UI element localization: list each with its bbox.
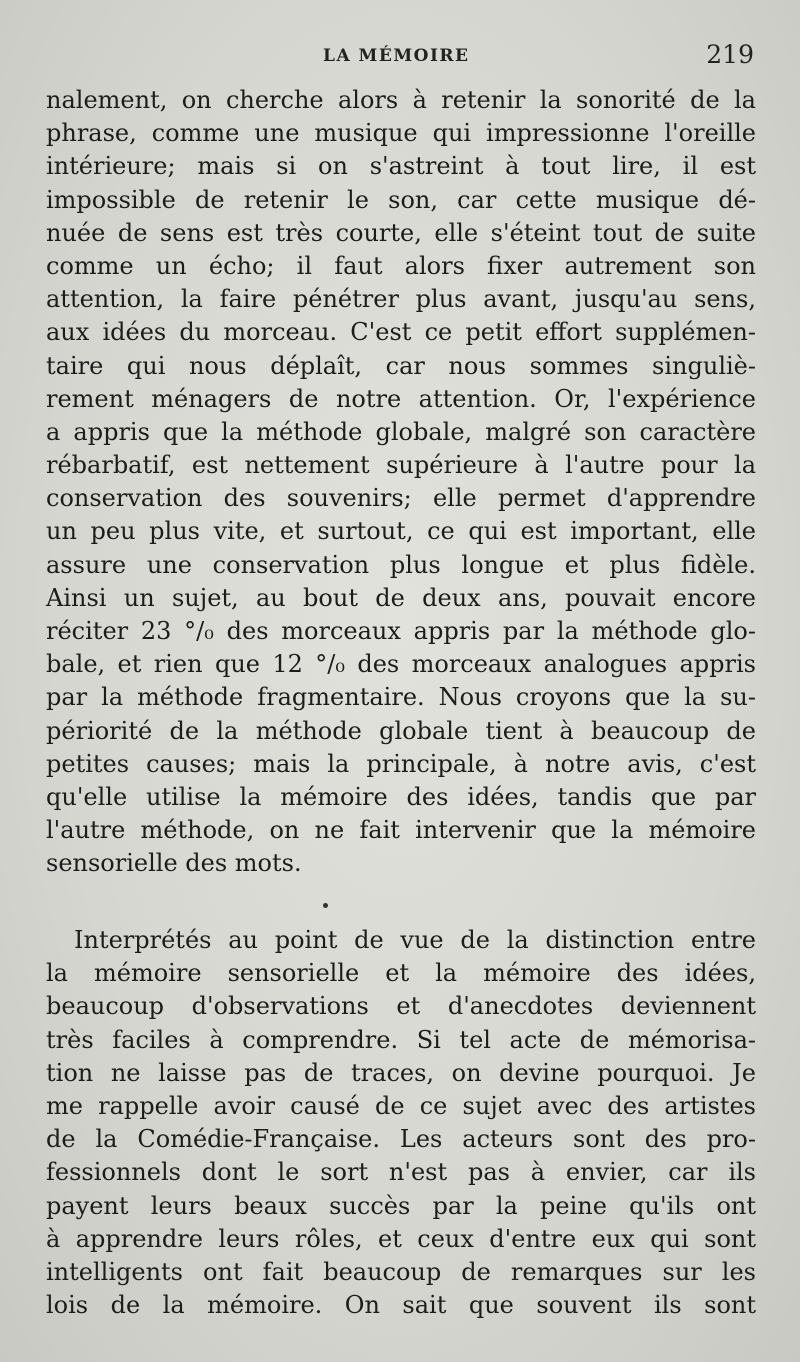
text-line: beaucoup d'observations et d'anecdotes deviennent xyxy=(46,992,756,1021)
text-line: très faciles à comprendre. Si tel acte de mémorisa- xyxy=(46,1025,756,1054)
text-line: qu'elle utilise la mémoire des idées, tandis que par xyxy=(46,782,756,811)
text-line: rébarbatif, est nettement supérieure à l'autre pour la xyxy=(46,451,756,480)
text-line: intérieure; mais si on s'astreint à tout lire, il est xyxy=(46,152,756,181)
text-line: l'autre méthode, on ne fait intervenir que la mémoire xyxy=(46,816,756,845)
text-line: attention, la faire pénétrer plus avant, jusqu'au sens, xyxy=(46,285,756,314)
text-line: un peu plus vite, et surtout, ce qui est important, elle xyxy=(46,517,756,546)
text-line: impossible de retenir le son, car cette musique dé- xyxy=(46,185,756,214)
text-line: à apprendre leurs rôles, et ceux d'entre eux qui sont xyxy=(46,1224,756,1253)
page-number: 219 xyxy=(706,40,754,69)
text-line: phrase, comme une musique qui impressionne l'oreille xyxy=(46,119,756,148)
text-line: nalement, on cherche alors à retenir la sonorité de la xyxy=(46,86,756,114)
text-line: taire qui nous déplaît, car nous sommes singuliè- xyxy=(46,351,756,380)
text-line: me rappelle avoir causé de ce sujet avec des artistes xyxy=(46,1091,756,1120)
paragraph-1 xyxy=(46,84,756,881)
text-line: comme un écho; il faut alors fixer autrement son xyxy=(46,251,756,280)
page-header xyxy=(0,40,800,76)
text-line: réciter 23 °/₀ des morceaux appris par la méthode glo- xyxy=(46,617,756,645)
text-line: la mémoire sensorielle et la mémoire des idées, xyxy=(46,959,756,988)
text-line: a appris que la méthode globale, malgré son caractère xyxy=(46,417,756,446)
text-line: payent leurs beaux succès par la peine qu'ils ont xyxy=(46,1191,756,1220)
text-line: lois de la mémoire. On sait que souvent ils sont xyxy=(46,1291,756,1320)
text-line: rement ménagers de notre attention. Or, l'expérience xyxy=(46,384,756,413)
text-line: aux idées du morceau. C'est ce petit effort supplémen- xyxy=(46,318,756,347)
text-line: Ainsi un sujet, au bout de deux ans, pouvait encore xyxy=(46,583,756,612)
text-line: par la méthode fragmentaire. Nous croyons que la su- xyxy=(46,683,756,712)
text-line: nuée de sens est très courte, elle s'éteint tout de suite xyxy=(46,218,756,247)
text-line: bale, et rien que 12 °/₀ des morceaux analogues appris xyxy=(46,650,756,679)
text-line: Interprétés au point de vue de la distinction entre xyxy=(74,926,756,954)
paragraph-2 xyxy=(46,924,756,1322)
section-dot xyxy=(323,903,328,908)
text-line: fessionnels dont le sort n'est pas à envier, car ils xyxy=(46,1158,756,1187)
text-line: sensorielle des mots. xyxy=(46,849,302,878)
text-line: périorité de la méthode globale tient à beaucoup de xyxy=(46,716,756,745)
text-line: de la Comédie-Française. Les acteurs sont des pro- xyxy=(46,1125,756,1154)
text-line: assure une conservation plus longue et plus fidèle. xyxy=(46,550,756,579)
text-line: tion ne laisse pas de traces, on devine pourquoi. Je xyxy=(46,1058,756,1087)
running-head: LA MÉMOIRE xyxy=(323,46,470,66)
text-line: conservation des souvenirs; elle permet d'apprendre xyxy=(46,484,756,513)
text-line: intelligents ont fait beaucoup de remarques sur les xyxy=(46,1257,756,1286)
text-line: petites causes; mais la principale, à notre avis, c'est xyxy=(46,749,756,778)
